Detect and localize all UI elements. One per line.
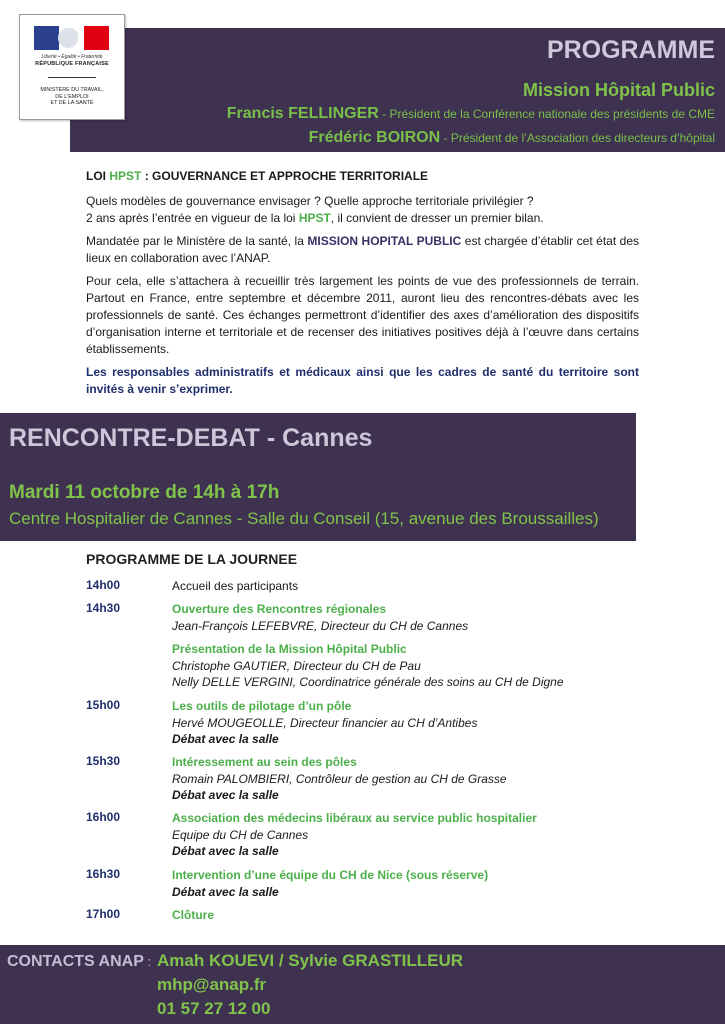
schedule-time: 16h00 [86, 810, 121, 824]
president-name: Frédéric BOIRON [308, 129, 441, 146]
schedule-debate: Débat avec la salle [172, 884, 279, 899]
schedule-speaker: Jean-François LEFEBVRE, Directeur du CH de Cannes [172, 618, 469, 633]
president-role: - Président de l’Association des directeurs d’hôpital [440, 131, 715, 145]
mission-title: Mission Hôpital Public [522, 80, 715, 100]
intro-paragraph: Pour cela, elle s’attachera à recueillir très largement les points de vue des professionnels de terrain. Partout en France, entre septembre et décembre 2011, auront lieu des rencontres-débats avec les professionnels de santé. Ces échanges permettront d’identifier des axes d’amélioration des dispositifs d’organisation interne et territoriale et de recenser des initiatives positives déjà à l’œuvre dans certains établissements. [86, 274, 639, 356]
schedule-title: Association des médecins libéraux au service public hospitalier [172, 811, 537, 825]
logo-divider [48, 77, 96, 78]
intro-paragraph: Mandatée par le Ministère de la santé, la MISSION HOPITAL PUBLIC est chargée d’établir cet état des lieux en collaboration avec l’ANAP. [86, 234, 640, 265]
schedule-time: 17h00 [86, 907, 121, 921]
schedule-speaker: Nelly DELLE VERGINI, Coordinatrice générale des soins au CH de Digne [172, 675, 564, 689]
schedule-time: 14h00 [86, 578, 121, 592]
page-title: PROGRAMME [546, 36, 715, 64]
schedule-time: 15h30 [86, 754, 121, 768]
president-role: - Président de la Conférence nationale des présidents de CME [378, 107, 715, 121]
schedule-speaker: Hervé MOUGEOLLE, Directeur financier au CH d’Antibes [172, 715, 478, 730]
schedule-speaker: Equipe du CH de Cannes [172, 827, 309, 842]
event-date: Mardi 11 octobre de 14h à 17h [9, 482, 280, 503]
schedule-time: 15h00 [86, 698, 121, 712]
schedule-title: Intéressement au sein des pôles [172, 755, 357, 769]
contact-email-link[interactable]: mhp@anap.fr [157, 975, 267, 994]
schedule-debate: Débat avec la salle [172, 788, 279, 802]
event-title: RENCONTRE-DEBAT - Cannes [9, 424, 373, 452]
intro-paragraph: Quels modèles de gouvernance envisager ? Quelle approche territoriale privilégier ? 2 ans après l’entrée en vigueur de la loi HPST, il convient de dresser un premier bilan. [86, 194, 544, 225]
schedule-title: Accueil des participants [172, 579, 299, 593]
schedule-title: Ouverture des Rencontres régionales [172, 602, 387, 616]
schedule-debate: Débat avec la salle [172, 732, 279, 746]
logo-republic: RÉPUBLIQUE FRANÇAISE [35, 61, 109, 67]
schedule-title: Les outils de pilotage d’un pôle [172, 699, 352, 713]
logo-ministry: MINISTÈRE DU TRAVAIL, DE L'EMPLOI ET DE LA SANTÉ [40, 87, 104, 106]
schedule-speaker: Christophe GAUTIER, Directeur du CH de Pau [172, 658, 421, 673]
contacts-names: Amah KOUEVI / Sylvie GRASTILLEUR [157, 951, 464, 970]
event-place: Centre Hospitalier de Cannes - Salle du Conseil (15, avenue des Broussailles) [9, 509, 599, 528]
intro-section [86, 168, 639, 404]
schedule-title: Présentation de la Mission Hôpital Public [172, 642, 407, 656]
schedule-time: 14h30 [86, 601, 121, 615]
schedule-speaker: Romain PALOMBIERI, Contrôleur de gestion au CH de Grasse [172, 771, 507, 786]
schedule-title: PROGRAMME DE LA JOURNEE [86, 551, 298, 567]
schedule-time: 16h30 [86, 867, 121, 881]
schedule-title: Intervention d’une équipe du CH de Nice (sous réserve) [172, 868, 489, 882]
marianne-flag-icon [34, 26, 109, 50]
intro-heading: LOI HPST : GOUVERNANCE ET APPROCHE TERRITORIALE [86, 169, 429, 183]
ministry-logo [19, 14, 125, 120]
contacts-label: CONTACTS ANAP : [7, 953, 152, 970]
president-line [227, 105, 715, 123]
intro-invitation: Les responsables administratifs et médicaux ainsi que les cadres de santé du territoire sont invités à venir s’exprimer. [86, 365, 639, 396]
contact-phone: 01 57 27 12 00 [157, 999, 271, 1018]
schedule-debate: Débat avec la salle [172, 844, 279, 858]
schedule-title: Clôture [172, 908, 214, 922]
logo-motto: Liberté • Égalité • Fraternité [41, 54, 103, 60]
president-line [309, 129, 715, 147]
president-name: Francis FELLINGER [226, 105, 379, 122]
